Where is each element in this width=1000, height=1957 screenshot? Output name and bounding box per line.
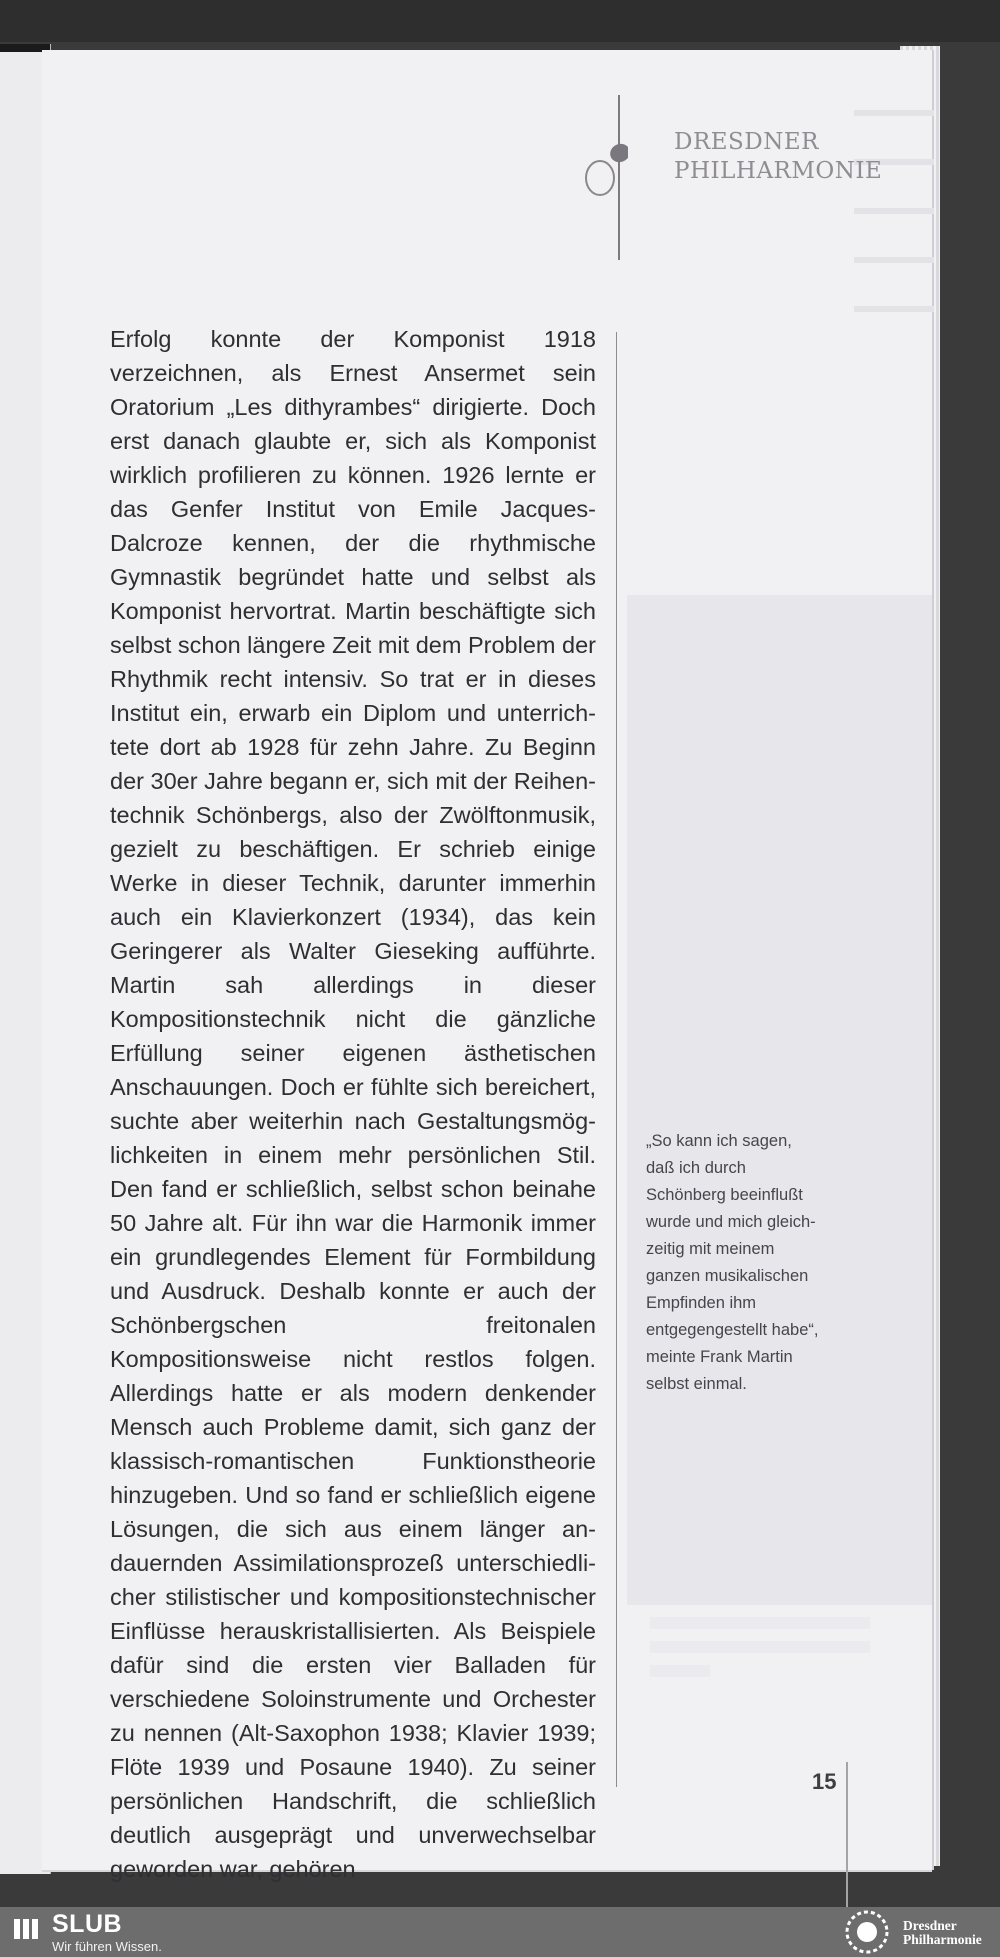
scan-background	[0, 0, 1000, 42]
article-body: Erfolg konnte der Komponist 1918 verzeichnen, als Ernest Ansermet sein Oratorium „Les dithyrambes“ dirigierte. Doch erst danach glaubte er, sich als Komponist wirklich profilieren zu können. 1926 lernte er das Genfer Institut von Emile Jacques-Dalcroze kennen, der die rhythmische Gymnastik begründet hatte und selbst als Komponist hervortrat. Martin beschäftigte sich selbst schon längere Zeit mit dem Problem der Rhythmik recht intensiv. So trat er in dieses Institut ein, erwarb ein Diplom und unterrichtete dort ab 1928 für zehn Jahre. Zu Beginn der 30er Jahre begann er, sich mit der Reihentechnik Schönbergs, also der Zwölftonmusik, gezielt zu beschäftigen. Er schrieb einige Werke in dieser Technik, darunter immerhin auch ein Klavierkonzert (1934), das kein Geringerer als Walter Gieseking aufführte. Martin sah allerdings in dieser Kompositionstechnik nicht die gänzliche Erfüllung seiner eigenen ästhetischen Anschauungen. Doch er fühlte sich bereichert, suchte aber weiterhin nach Gestaltungsmöglichkeiten in einem mehr persönlichen Stil. Den fand er schließlich, selbst schon beinahe 50 Jahre alt. Für ihn war die Harmonik immer ein grundlegendes Element für Formbildung und Ausdruck. Deshalb konnte er auch der Schönbergschen freitonalen Kompositionsweise nicht restlos folgen. Allerdings hatte er als modern denkender Mensch auch Probleme damit, sich ganz der klassisch-romantischen Funktionstheorie hinzugeben. Und so fand er schließlich eigene Lösungen, die sich aus einem länger andauernden Assimilationsprozeß unterschiedlicher stilistischer und kompositionstechnischer Einflüsse herauskristallisierten. Als Beispiele dafür sind die ersten vier Balladen für verschiedene Soloinstrumente und Orchester zu nennen (Alt-Saxophon 1938; Klavier 1939; Flöte 1939 und Posaune 1940). Zu seiner persönlichen Handschrift, die schließlich deutlich ausgeprägt und unverwechselbar geworden war, gehören	[110, 326, 596, 1882]
quote-line: meinte Frank Martin	[646, 1348, 793, 1366]
logo-line-1: DRESDNER	[674, 129, 819, 155]
faded-caption	[650, 1617, 870, 1687]
document-page	[42, 50, 932, 1882]
quote-line: ganzen musikalischen	[646, 1267, 809, 1285]
faded-photo-area	[627, 595, 932, 1605]
philharmonie-footer-name[interactable]	[903, 1919, 982, 1947]
page-number-rule	[846, 1762, 848, 1914]
quote-line: „So kann ich sagen,	[646, 1132, 792, 1150]
viewer-footer	[0, 1907, 1000, 1957]
quote-line: daß ich durch	[646, 1159, 746, 1177]
slub-name[interactable]: SLUB	[52, 1910, 123, 1938]
pull-quote	[646, 1128, 886, 1398]
quote-line: entgegengestellt habe“,	[646, 1321, 819, 1339]
column-rule	[616, 332, 617, 1787]
quote-line: Schönberg beeinflußt	[646, 1186, 803, 1204]
quote-line: zeitig mit meinem	[646, 1240, 775, 1258]
logo-line-2: PHILHARMONIE	[674, 158, 883, 184]
quote-line: wurde und mich gleich-	[646, 1213, 816, 1231]
philharmonie-logo-icon	[582, 124, 628, 210]
footer-dp-line-2: Philharmonie	[903, 1932, 982, 1947]
slub-logo-icon	[12, 1915, 40, 1943]
quote-line: Empfinden ihm	[646, 1294, 757, 1312]
slub-tagline: Wir führen Wissen.	[52, 1939, 162, 1954]
philharmonie-logo-text	[674, 128, 882, 186]
quote-line: selbst einmal.	[646, 1375, 747, 1393]
footer-dp-line-1: Dresdner	[903, 1918, 957, 1933]
philharmonie-emblem-icon	[840, 1909, 894, 1955]
page-number: 15	[812, 1769, 837, 1794]
